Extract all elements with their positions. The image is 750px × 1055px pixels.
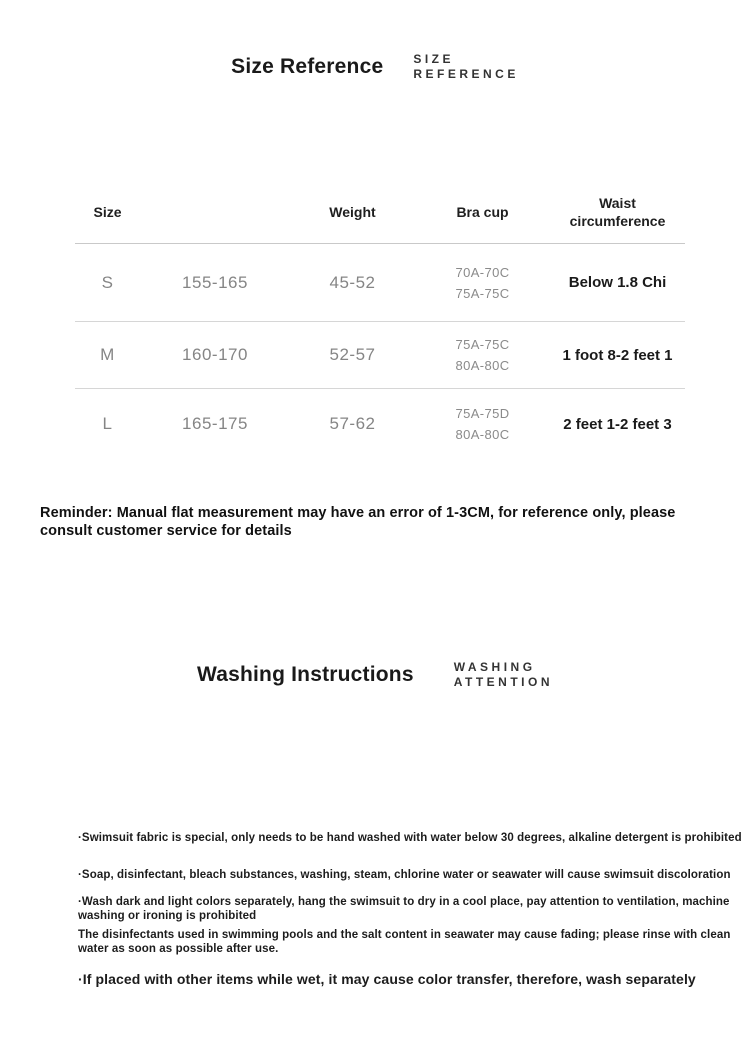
washing-note-separate-wash: ·Wash dark and light colors separately, hang the swimsuit to dry in a cool place, pay attention to ventilation, machine washing or ironing is prohibited <box>78 896 730 922</box>
cell-weight: 52-57 <box>329 345 376 364</box>
washing-eyebrow <box>454 660 553 690</box>
cell-bra-cup <box>415 262 550 304</box>
cell-waist: 1 foot 8-2 feet 1 <box>562 346 673 364</box>
cell-size: M <box>100 345 115 364</box>
cell-height: 160-170 <box>182 345 248 364</box>
washing-eyebrow-line2: ATTENTION <box>453 675 553 689</box>
cell-height: 155-165 <box>182 272 248 292</box>
table-row-size-l <box>75 389 685 459</box>
size-reference-eyebrow <box>413 52 519 82</box>
cell-bra-cup-line2: 80A-80C <box>455 427 510 442</box>
measurement-reminder-text: Reminder: Manual flat measurement may have an error of 1-3CM, for reference only, please consult customer service for details <box>40 505 676 539</box>
size-reference-eyebrow-line1: SIZE <box>413 52 455 66</box>
washing-section-header <box>0 660 750 690</box>
cell-bra-cup <box>415 403 550 445</box>
washing-title: Washing Instructions <box>196 663 414 686</box>
size-reference-title: Size Reference <box>231 55 384 78</box>
washing-note-pool-disinfectants: The disinfectants used in swimming pools and the salt content in seawater may cause fading; please rinse with clean water as soon as possible after use. <box>78 929 731 955</box>
column-header-size: Size <box>93 203 122 220</box>
size-table <box>75 180 685 459</box>
column-header-bra-cup: Bra cup <box>456 203 509 220</box>
cell-height: 165-175 <box>182 414 248 433</box>
washing-eyebrow-line1: WASHING <box>453 660 536 674</box>
cell-bra-cup <box>415 334 550 376</box>
size-reference-section-header <box>0 0 750 82</box>
table-row-size-s <box>75 244 685 322</box>
washing-note-discoloration: ·Soap, disinfectant, bleach substances, washing, steam, chlorine water or seawater will cause swimsuit discoloration <box>78 868 731 881</box>
cell-bra-cup-line1: 75A-75D <box>455 406 510 421</box>
cell-bra-cup-line1: 70A-70C <box>455 264 510 280</box>
size-table-header-row <box>75 180 685 244</box>
cell-size: L <box>102 414 113 433</box>
washing-notes-list <box>78 832 746 988</box>
washing-note-color-transfer: ·If placed with other items while wet, it may cause color transfer, therefore, wash separately <box>78 971 696 987</box>
cell-waist: 2 feet 1-2 feet 3 <box>563 415 672 433</box>
table-row-size-m <box>75 322 685 389</box>
column-header-waist: Waist circumference <box>569 194 666 229</box>
cell-bra-cup-line1: 75A-75C <box>455 337 510 352</box>
cell-bra-cup-line2: 80A-80C <box>455 358 510 373</box>
cell-waist: Below 1.8 Chi <box>568 274 667 291</box>
cell-size: S <box>101 272 114 292</box>
column-header-weight: Weight <box>329 203 376 220</box>
cell-weight: 57-62 <box>329 414 376 433</box>
cell-weight: 45-52 <box>329 272 376 292</box>
washing-note-fabric: ·Swimsuit fabric is special, only needs to be hand washed with water below 30 degrees, alkaline detergent is prohibited <box>78 832 742 844</box>
size-reference-eyebrow-line2: REFERENCE <box>413 67 519 81</box>
cell-bra-cup-line2: 75A-75C <box>455 285 510 301</box>
